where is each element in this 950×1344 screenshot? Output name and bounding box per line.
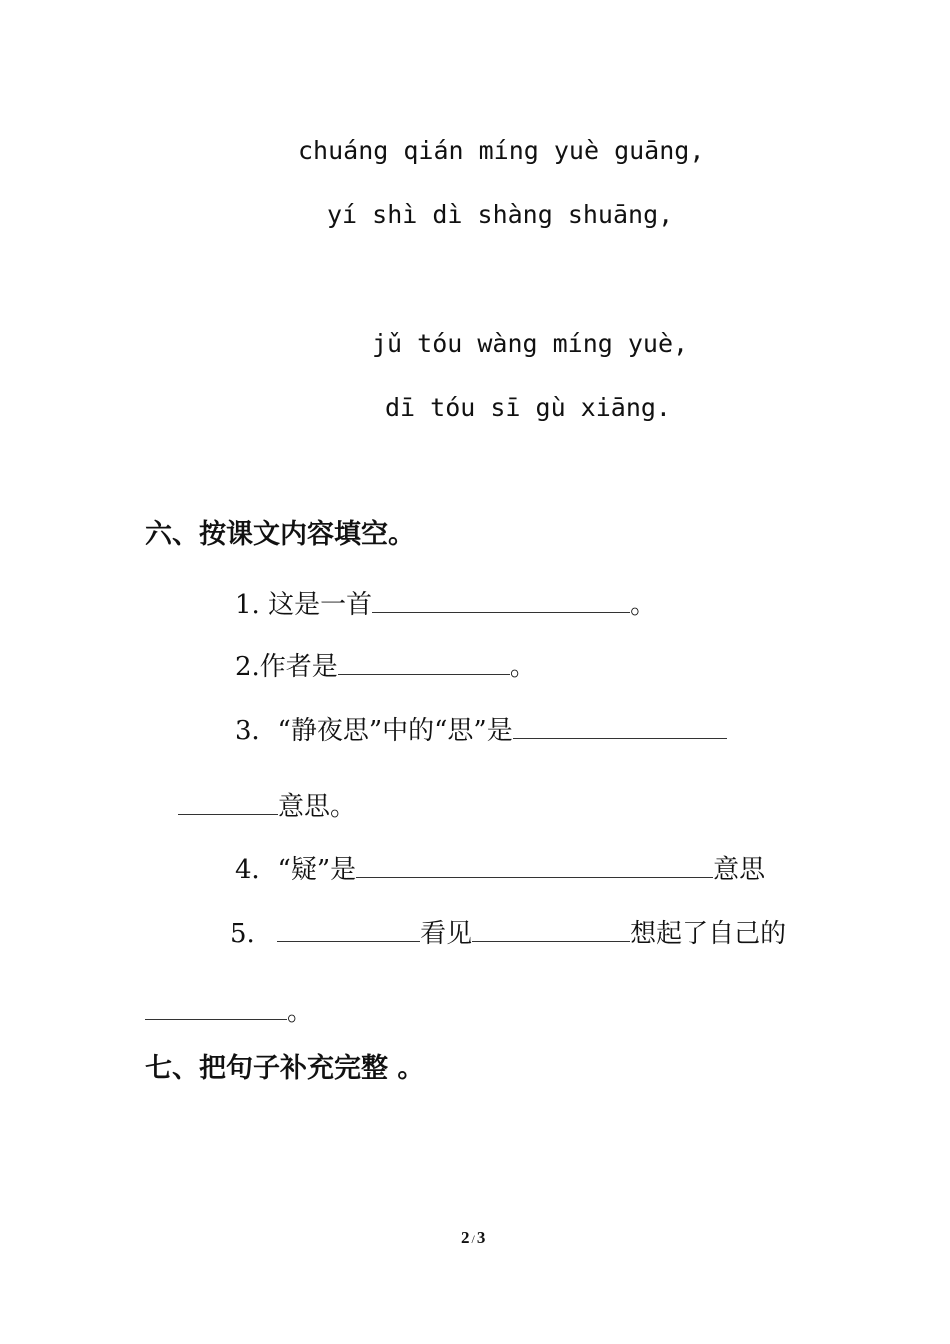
- question-4: [235, 853, 765, 883]
- question-1: [235, 588, 656, 618]
- page-number: [461, 1229, 485, 1246]
- answer-blank-2[interactable]: [338, 650, 510, 675]
- question-5-continued: [145, 995, 313, 1025]
- poem-line-1: chuáng qián míng yuè guāng,: [298, 136, 705, 165]
- answer-blank-5a[interactable]: [277, 917, 420, 942]
- answer-blank-5b[interactable]: [472, 917, 630, 942]
- question-3-suffix: 意思。: [278, 792, 357, 822]
- answer-blank-4[interactable]: [356, 853, 713, 878]
- question-5: [230, 917, 786, 947]
- poem-line-2: yí shì dì shàng shuāng,: [327, 200, 674, 229]
- section-7-heading: 七、把句子补充完整 。: [145, 1053, 425, 1084]
- question-2: [235, 650, 536, 680]
- question-1-suffix: 。: [630, 590, 657, 620]
- page-total: 3: [476, 1228, 486, 1247]
- answer-blank-3[interactable]: [513, 714, 727, 739]
- question-2-suffix: 。: [509, 652, 536, 682]
- answer-blank-5c[interactable]: [145, 995, 287, 1020]
- question-3: [235, 714, 727, 744]
- page-separator: /: [471, 1232, 475, 1246]
- question-5-mid-1: 看见: [420, 919, 473, 949]
- poem-line-3: jǔ tóu wàng míng yuè,: [372, 329, 689, 358]
- section-6-heading: 六、按课文内容填空。: [145, 519, 415, 550]
- question-5-suffix: 。: [287, 997, 314, 1027]
- question-5-mid-2: 想起了自己的: [630, 919, 787, 949]
- question-2-prefix: 2.作者是: [235, 652, 338, 682]
- question-1-prefix: 1. 这是一首: [235, 590, 373, 620]
- answer-blank-3-continued[interactable]: [178, 790, 278, 815]
- answer-blank-1[interactable]: [372, 588, 630, 613]
- question-4-prefix: 4．“疑”是: [235, 855, 357, 885]
- question-4-suffix: 意思: [713, 855, 766, 885]
- question-3-prefix: 3．“静夜思”中的“思”是: [235, 716, 513, 746]
- poem-line-4: dī tóu sī gù xiāng.: [385, 393, 671, 422]
- question-3-continued: [178, 790, 356, 820]
- question-5-prefix: 5.: [230, 919, 264, 949]
- page-current: 2: [461, 1228, 470, 1247]
